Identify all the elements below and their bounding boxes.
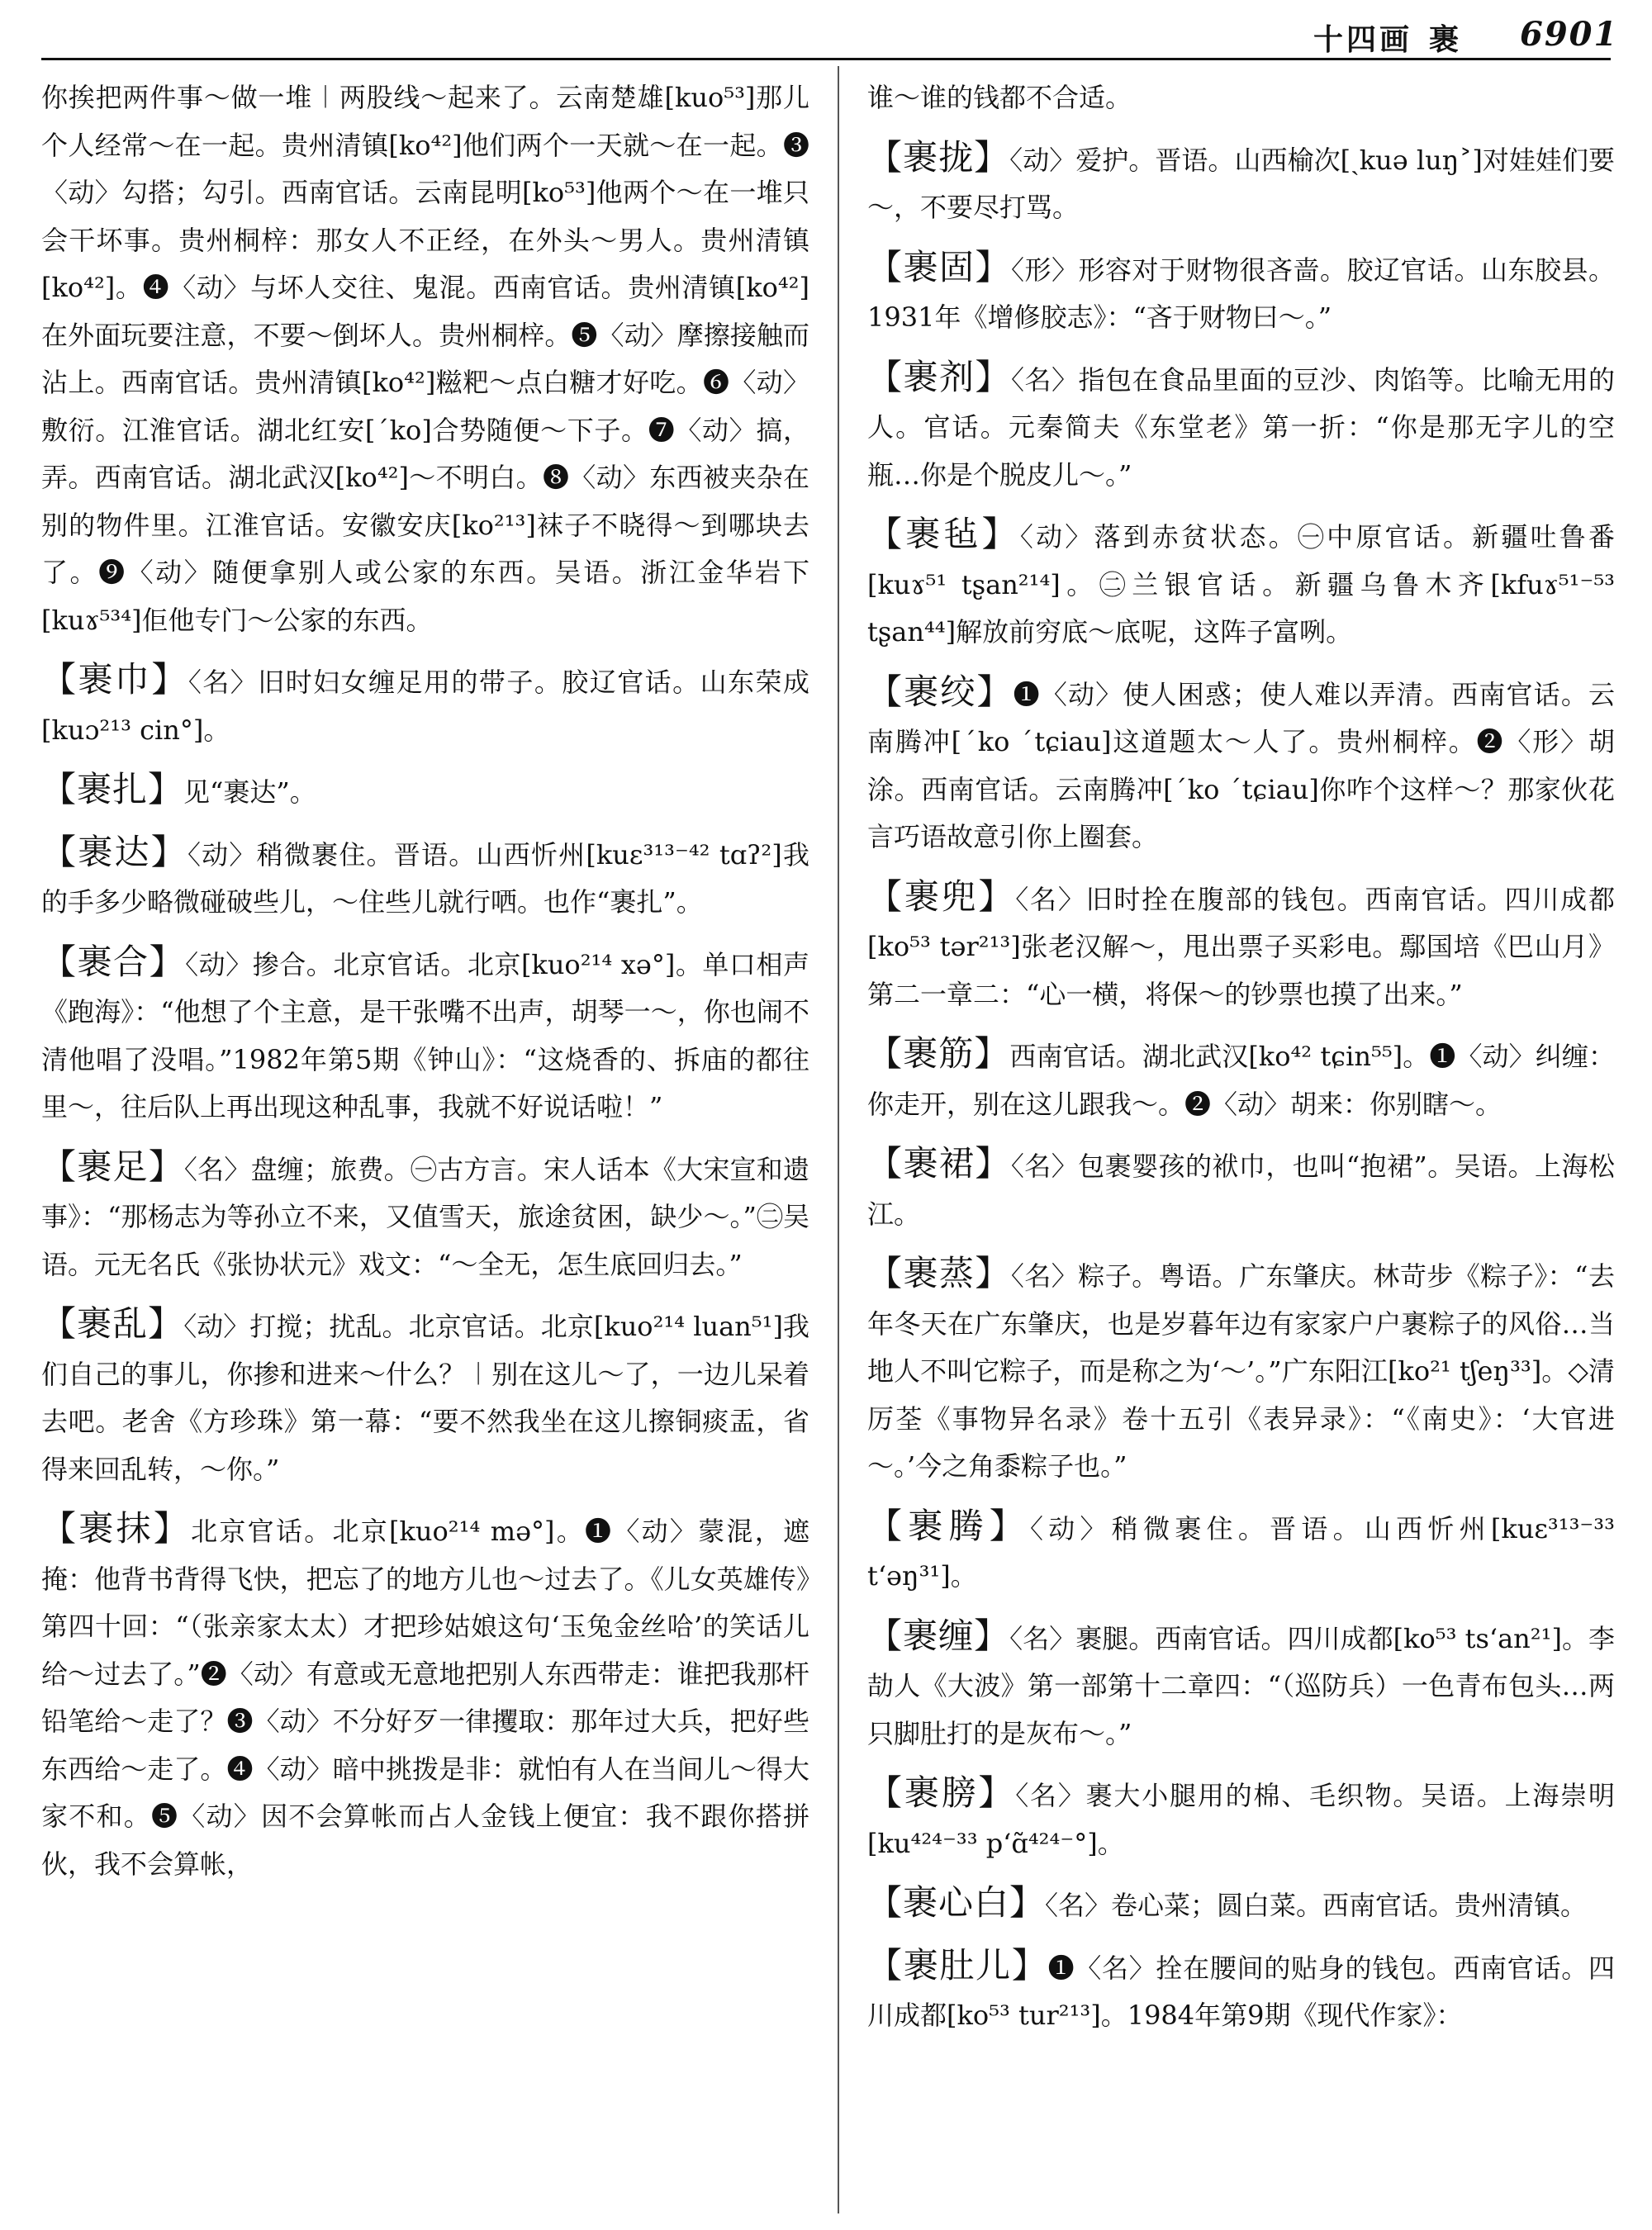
headword-text: 裹拢 [903,136,975,178]
entry-definition: 〈名〉指包在食品里面的豆沙、肉馅等。比喻无用的人。官话。元秦简夫《东堂老》第一折：“你是那无字儿的空瓶…你是个脱皮儿～。” [867,363,1615,491]
open-bracket: 【 [867,514,906,554]
dictionary-entry [867,1942,1615,2040]
continuation-text: 谁～谁的钱都不合适。 [867,82,1132,113]
open-bracket: 【 [867,1143,904,1184]
open-bracket: 【 [867,1882,904,1923]
open-bracket: 【 [41,941,78,982]
dictionary-entry [867,1502,1615,1601]
entry-definition: 〈动〉落到赤贫状态。㊀中原官话。新疆吐鲁番[kuɤ⁵¹ tʂan²¹⁴]。㊁兰银官话。新疆乌鲁木齐[kfuɤ⁵¹⁻⁵³ tʂan⁴⁴]解放前穷底～底呢，这阵子富咧。 [867,521,1615,648]
entry-definition: 〈名〉旧时妇女缠足用的带子。胶辽官话。山东荣成[kuɔ²¹³ cin°]。 [41,667,809,746]
dictionary-entry [867,1250,1615,1491]
close-bracket: 】 [974,136,1010,178]
headword-text: 裹腾 [908,1505,990,1546]
dictionary-entry [867,1769,1615,1867]
close-bracket: 】 [149,941,186,982]
close-bracket: 】 [981,514,1020,554]
running-header [0,0,1652,66]
open-bracket: 【 [867,1033,904,1074]
entry-definition: 〈形〉形容对于财物很吝啬。胶辽官话。山东胶县。1931年《增修胶志》：“吝于财物曰～。” [867,254,1615,333]
close-bracket: 】 [148,769,184,809]
open-bracket: 【 [41,1303,78,1344]
close-bracket: 】 [151,659,188,700]
entry-definition: 〈名〉粽子。粤语。广东肇庆。林苛步《粽子》：“去年冬天在广东肇庆，也是岁暮年边有家家户户裹粽子的风俗…当地人不叫它粽子，而是称之为‘～’。”广东阳江[ko²¹ tʃeŋ³³]。◇清厉荃《事物异名录》卷十五引《表异录》：“《南史》：‘大官进～。’今之角黍粽子也。” [867,1260,1615,1482]
headword-text: 裹蒸 [903,1253,976,1293]
headword-text: 裹合 [77,941,150,982]
dictionary-entry [867,1030,1615,1128]
headword-text: 裹心白 [903,1882,1010,1923]
entry-headword [867,1882,1045,1923]
close-bracket: 】 [989,1505,1031,1546]
headword-text: 裹乱 [77,1303,149,1344]
open-bracket: 【 [867,136,904,178]
close-bracket: 】 [974,1615,1010,1656]
entry-definition: 〈动〉稍微裹住。晋语。山西忻州[kuɛ³¹³⁻³³ tʻəŋ³¹]。 [867,1512,1615,1592]
open-bracket: 【 [867,671,904,712]
entry-definition: 西南官话。湖北武汉[ko⁴² tɕin⁵⁵]。❶〈动〉纠缠：你走开，别在这儿跟我～。❷〈动〉胡来：你别瞎～。 [867,1041,1615,1120]
entry-definition: ❶〈动〉使人困惑；使人难以弄清。西南官话。云南腾冲[ˊko ˊtɕiau]这道题太～人了。贵州桐梓。❷〈形〉胡涂。西南官话。云南腾冲[ˊko ˊtɕiau]你咋个这样～？那家伙花言巧语故意引你上圈套。 [867,678,1615,852]
close-bracket: 】 [148,1146,184,1187]
dictionary-entry [41,766,809,817]
dictionary-entry [867,353,1615,500]
entry-headword [41,942,185,982]
open-bracket: 【 [867,356,904,397]
headword-text: 裹绞 [904,671,977,712]
entry-definition: 〈名〉旧时拴在腹部的钱包。西南官话。四川成都[ko⁵³ tər²¹³]张老汉解～，甩出票子买彩电。鄢国培《巴山月》第二一章二：“心一横，将保～的钞票也摸了出来。” [867,883,1615,1010]
dictionary-entry [867,1879,1615,1930]
entry-definition: 〈动〉稍微裹住。晋语。山西忻州[kuɛ³¹³⁻⁴² tɑʔ²]我的手多少略微碰破些儿，～住些儿就行哂。也作“裹扎”。 [41,838,809,918]
dictionary-entry [41,828,809,927]
entry-headword [41,832,188,872]
entry-definition: 北京官话。北京[kuo²¹⁴ mə°]。❶〈动〉蒙混，遮掩：他背书背得飞快，把忘了的地方儿也～过去了。《儿女英雄传》第四十回：“（张亲家太太）才把珍姑娘这句‘玉兔金丝哈’的笑话儿给～过去了。”❷〈动〉有意或无意地把别人东西带走：谁把我那杆铅笔给～走了？❸〈动〉不分好歹一律攫取：那年过大兵，把好些东西给～走了。❹〈动〉暗中挑拨是非：就怕有人在当间儿～得大家不和。❺〈动〉因不会算帐而占人金钱上便宜：我不跟你搭拼伙，我不会算帐， [41,1516,809,1880]
close-bracket: 】 [974,1033,1010,1074]
dictionary-entry [41,1300,809,1493]
entry-definition: 〈动〉掺合。北京官话。北京[kuo²¹⁴ xə°]。单口相声《跑海》：“他想了个主意，是干张嘴不出声，胡琴一～，你也闹不清他唱了没唱。”1982年第5期《钟山》：“这烧香的、拆庙的都往里～，往后队上再出现这种乱事，我就不好说话啦！” [41,948,809,1122]
dictionary-entry [41,938,809,1132]
header-rule [41,58,1611,60]
entry-headword [867,1033,1009,1074]
open-bracket: 【 [867,1944,904,1986]
headword-text: 裹缠 [903,1615,975,1656]
close-bracket: 】 [976,671,1014,712]
close-bracket: 】 [148,1303,184,1344]
open-bracket: 【 [867,1253,904,1293]
headword-text: 裹肚儿 [903,1944,1012,1986]
column-divider [838,66,839,2213]
entry-headword [867,671,1014,712]
entry-headword [867,1506,1030,1546]
headword-text: 裹扎 [77,769,149,809]
open-bracket: 【 [867,1615,904,1656]
entry-headword [41,659,188,700]
open-bracket: 【 [867,1505,909,1546]
close-bracket: 】 [978,875,1016,917]
headword-text: 裹剂 [903,356,976,397]
open-bracket: 【 [867,1772,904,1813]
dictionary-entry [867,244,1615,342]
open-bracket: 【 [41,1508,79,1549]
entry-list [867,134,1615,2040]
dictionary-entry [867,1140,1615,1238]
dictionary-entry [41,1143,809,1289]
close-bracket: 】 [975,246,1011,287]
dictionary-entry [867,668,1615,861]
entry-headword [867,1772,1015,1813]
entry-list [41,656,809,1888]
headword-text: 裹足 [77,1146,149,1187]
left-column [41,74,809,1900]
entry-headword [867,1945,1048,1986]
headword-text: 裹裙 [903,1143,976,1184]
open-bracket: 【 [867,246,904,287]
headword-text: 裹达 [78,831,151,872]
open-bracket: 【 [41,769,78,809]
entry-headword [41,1146,184,1187]
entry-headword [41,1508,191,1549]
close-bracket: 】 [153,1508,192,1549]
page-number: 6901 [1520,15,1619,54]
headword-text: 裹兜 [904,875,979,917]
dictionary-entry [867,1612,1615,1758]
entry-headword [867,1143,1011,1184]
entry-headword [867,247,1011,287]
close-bracket: 】 [975,1143,1011,1184]
open-bracket: 【 [41,1146,78,1187]
entry-headword [867,514,1020,554]
entry-headword [867,1616,1009,1656]
entry-headword [41,1303,183,1344]
close-bracket: 】 [975,356,1011,397]
headword-text: 裹巾 [78,659,152,700]
entry-headword [867,137,1009,178]
dictionary-entry [867,510,1615,657]
close-bracket: 】 [150,831,188,872]
close-bracket: 】 [1009,1882,1046,1923]
headword-text: 裹毡 [905,514,982,554]
entry-definition: 〈名〉裹腿。西南官话。四川成都[ko⁵³ tsʻan²¹]。李劼人《大波》第一部第十二章四：“（巡防兵）一色青布包头…两只脚肚打的是灰布～。” [867,1622,1615,1749]
entry-definition: 〈名〉盘缠；旅费。㊀古方言。宋人话本《大宋宣和遗事》：“那杨志为等孙立不来，又值雪天，旅途贫困，缺少～。”㊁吴语。元无名氏《张协状元》戏文：“～全无，怎生底回归去。” [41,1153,809,1280]
entry-definition: 〈名〉裹大小腿用的棉、毛织物。吴语。上海崇明[ku⁴²⁴⁻³³ pʻɑ̃⁴²⁴⁻°]。 [867,1780,1615,1859]
headword-text: 裹膀 [904,1772,979,1813]
entry-headword [867,1253,1011,1293]
entry-definition: 〈名〉卷心菜；圆白菜。西南官话。贵州清镇。 [1045,1890,1588,1921]
open-bracket: 【 [41,831,78,872]
close-bracket: 】 [975,1253,1011,1293]
headword-text: 裹固 [903,246,976,287]
entry-definition: 见“裹达”。 [183,776,316,808]
entry-headword [867,876,1015,917]
section-label: 十四画 [1313,22,1413,57]
dictionary-entry [867,134,1615,232]
headword-text: 裹筋 [903,1033,975,1074]
entry-definition: ❶〈名〉拴在腰间的贴身的钱包。西南官话。四川成都[ko⁵³ tur²¹³]。1984年第9期《现代作家》： [867,1952,1615,2031]
close-bracket: 】 [978,1772,1016,1813]
close-bracket: 】 [1011,1944,1048,1986]
entry-headword [867,357,1011,397]
continuation-text: 你挨把两件事～做一堆︱两股线～起来了。云南楚雄[kuo⁵³]那儿个人经常～在一起。贵州清镇[ko⁴²]他们两个一天就～在一起。❸〈动〉勾搭；勾引。西南官话。云南昆明[ko⁵³]他两个～在一堆只会干坏事。贵州桐梓：那女人不正经，在外头～男人。贵州清镇[ko⁴²]。❹〈动〉与坏人交往、鬼混。西南官话。贵州清镇[ko⁴²]在外面玩要注意，不要～倒坏人。贵州桐梓。❺〈动〉摩擦接触而沾上。西南官话。贵州清镇[ko⁴²]糍粑～点白糖才好吃。❻〈动〉敷衍。江淮官话。湖北红安[ˊko]合势随便～下子。❼〈动〉搞，弄。西南官话。湖北武汉[ko⁴²]～不明白。❽〈动〉东西被夹杂在别的物件里。江淮官话。安徽安庆[ko²¹³]袜子不晓得～到哪块去了。❾〈动〉随便拿别人或公家的东西。吴语。浙江金华岩下[kuɤ⁵³⁴]佢他专门～公家的东西。 [41,82,809,636]
entry-definition: 〈动〉爱护。晋语。山西榆次[ˏkuə luŋ˃]对娃娃们要～，不要尽打骂。 [867,144,1615,223]
entry-headword [41,769,183,809]
right-column [867,74,1615,2052]
dictionary-entry [41,656,809,754]
dictionary-entry [867,873,1615,1019]
dictionary-entry [41,1505,809,1888]
open-bracket: 【 [867,875,904,917]
headword-text: 裹抹 [78,1508,154,1549]
entry-definition: 〈动〉打搅；扰乱。北京官话。北京[kuo²¹⁴ luan⁵¹]我们自己的事儿，你掺和进来～什么？︱别在这儿～了，一边儿呆着去吧。老舍《方珍珠》第一幕：“要不然我坐在这儿擦铜痰盂，省得来回乱转，～你。” [41,1311,809,1485]
radical-character: 裹 [1429,22,1460,57]
entry-definition: 〈名〉包裹婴孩的袱巾，也叫“抱裙”。吴语。上海松江。 [867,1151,1615,1230]
open-bracket: 【 [41,659,78,700]
